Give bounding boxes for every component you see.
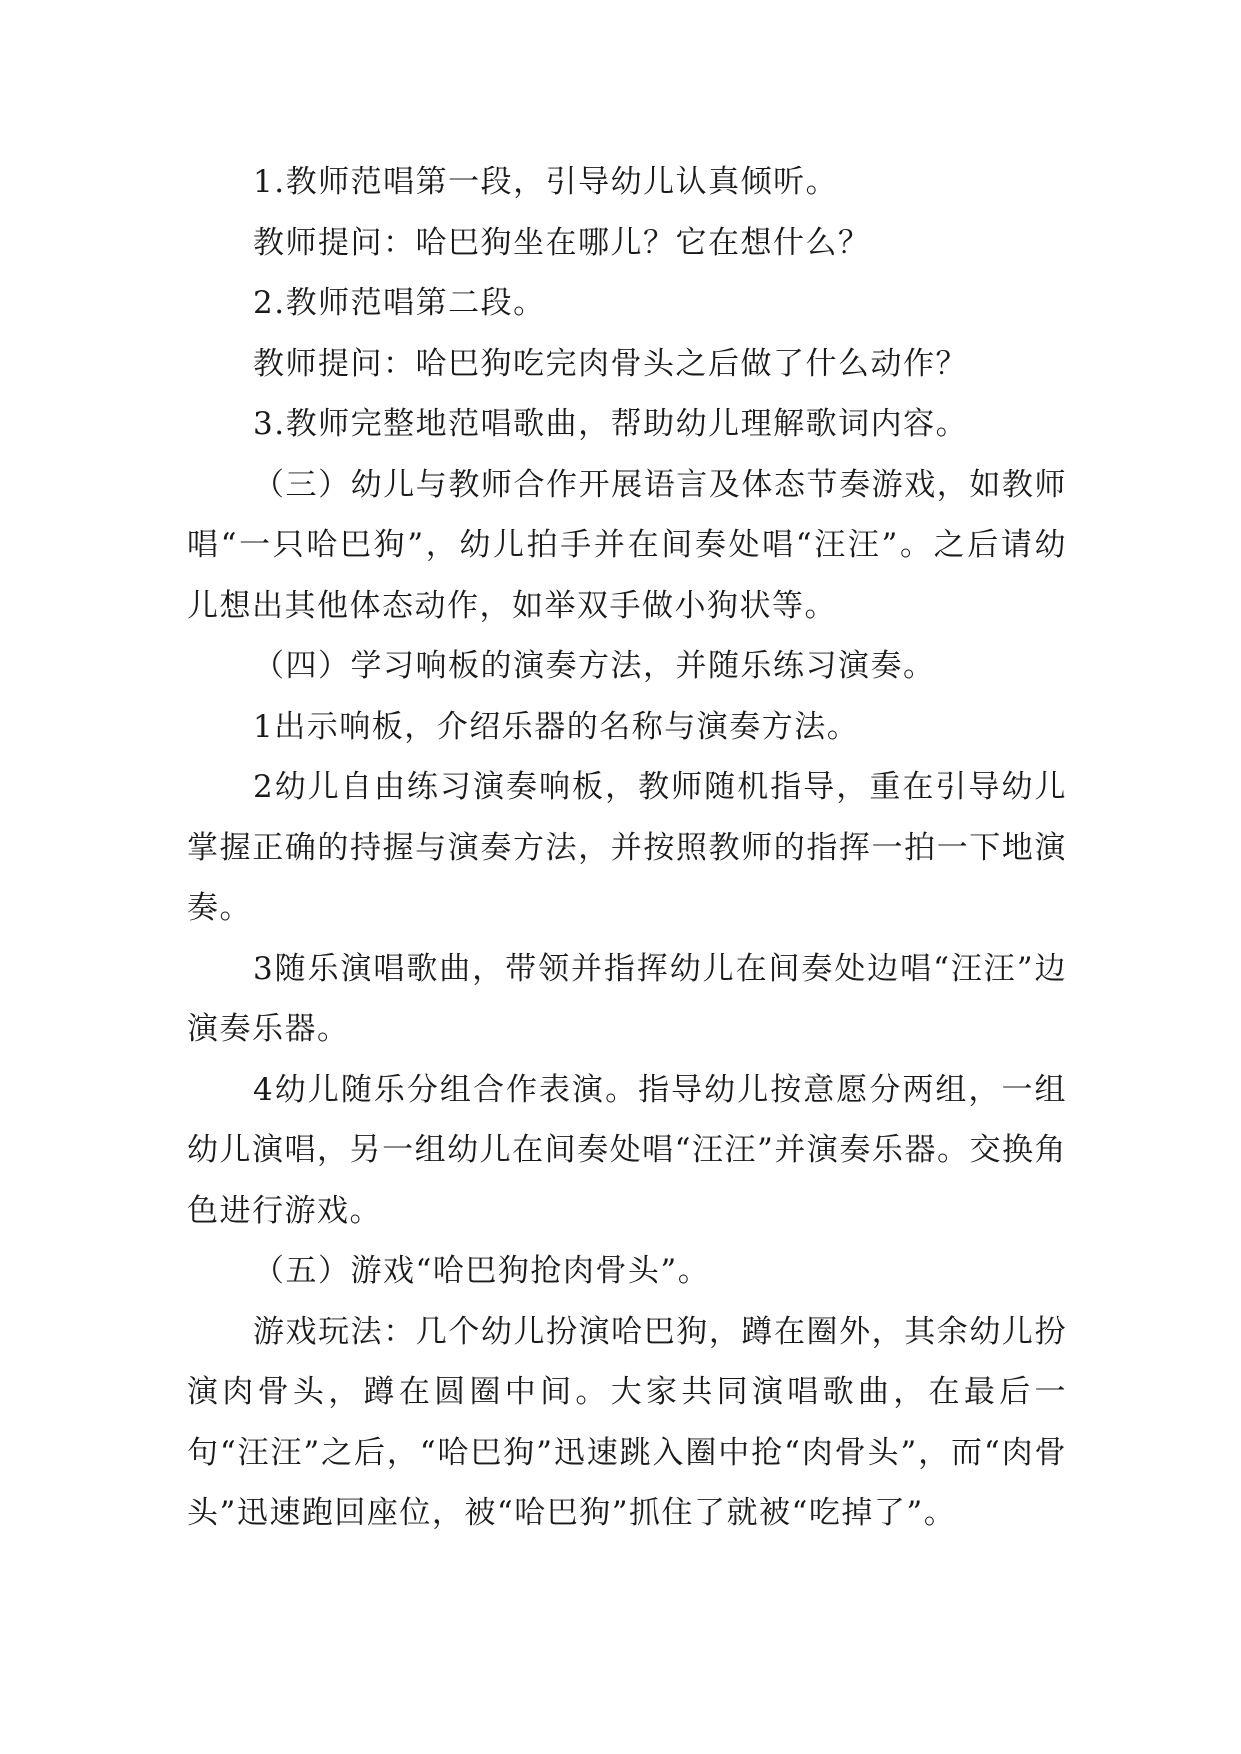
paragraph-item-4: 4幼儿随乐分组合作表演。指导幼儿按意愿分两组，一组幼儿演唱，另一组幼儿在间奏处唱“汪汪”并演奏乐器。交换角色进行游戏。 [187,1071,1067,1229]
document-body [187,152,1067,1544]
paragraph-step-3: 3.教师完整地范唱歌曲，帮助幼儿理解歌词内容。 [253,406,969,442]
paragraph-section-5: （五）游戏“哈巴狗抢肉骨头”。 [253,1253,711,1289]
paragraph-item-1: 1出示响板，介绍乐器的名称与演奏方法。 [253,708,860,745]
paragraph-section-3: （三）幼儿与教师合作开展语言及体态节奏游戏，如教师唱“一只哈巴狗”，幼儿拍手并在间奏处唱“汪汪”。之后请幼儿想出其他体态动作，如举双手做小狗状等。 [187,466,1067,624]
paragraph-question-2: 教师提问：哈巴狗吃完肉骨头之后做了什么动作？ [253,345,968,382]
paragraph-item-2: 2幼儿自由练习演奏响板，教师随机指导，重在引导幼儿掌握正确的持握与演奏方法，并按照教师的指挥一拍一下地演奏。 [187,769,1067,926]
paragraph-step-1: 1.教师范唱第一段，引导幼儿认真倾听。 [253,164,839,200]
paragraph-game-rules: 游戏玩法：几个幼儿扮演哈巴狗，蹲在圈外，其余幼儿扮演肉骨头，蹲在圆圈中间。大家共同演唱歌曲，在最后一句“汪汪”之后，“哈巴狗”迅速跳入圈中抢“肉骨头”，而“肉骨头”迅速跑回座位，被“哈巴狗”抓住了就被“吃掉了”。 [187,1313,1067,1531]
paragraph-step-2: 2.教师范唱第二段。 [253,285,546,321]
paragraph-item-3: 3随乐演唱歌曲，带领并指挥幼儿在间奏处边唱“汪汪”边演奏乐器。 [187,950,1067,1047]
paragraph-section-4: （四）学习响板的演奏方法，并随乐练习演奏。 [253,648,936,684]
paragraph-question-1: 教师提问：哈巴狗坐在哪儿？它在想什么？ [253,224,871,261]
